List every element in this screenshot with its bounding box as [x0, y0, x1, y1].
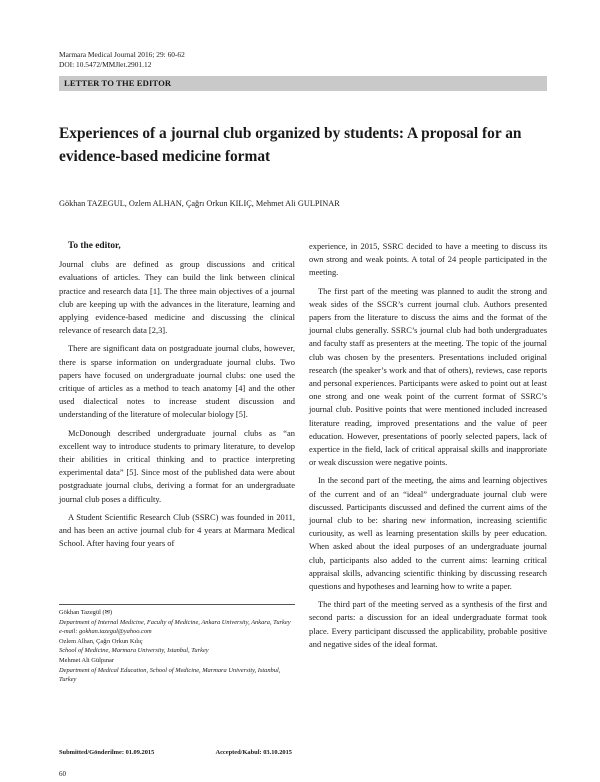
- body-paragraph: McDonough described undergraduate journal clubs as “an excellent way to introduce students to primary literature, to develop their abilities in critical thinking and to practice interpreting experimental data” [5]. Since most of the published data were about postgraduate journal clubs, deriving a format for an undergraduate journal club poses a difficulty.: [59, 427, 295, 504]
- footnote-affiliation-3: Department of Medical Education, School of Medicine, Marmara University, Istanbul, Turkey: [59, 666, 281, 684]
- body-paragraph: The third part of the meeting served as a synthesis of the first and second parts: a discussion for an ideal undergraduate format took place. Every participant discussed the applicability, probable positive and negative sides of the ideal format.: [309, 599, 547, 649]
- footnote-affiliation-1: Department of Internal Medicine, Faculty of Medicine, Ankara University, Ankara, Turkey: [59, 618, 291, 626]
- body-paragraph: Journal clubs are defined as group discussions and critical evaluations of articles. They can build the link between clinical practice and research data [1]. The three main objectives of a journal club are keeping up with the advances in the literature, learning and applying evidence-based medicine and discussing the clinical relevance of research data [2,3].: [59, 259, 295, 336]
- footnote-email: e-mail: gokhan.tazegul@yahoo.com: [59, 628, 152, 636]
- submission-dates: [59, 749, 295, 756]
- footnote-author-1: Gökhan Tazegül (✉): [59, 609, 113, 616]
- accepted-date: Accepted/Kabul: 03.10.2015: [215, 749, 292, 756]
- footnote-affiliation-2: School of Medicine, Marmara University, Istanbul, Turkey: [59, 647, 209, 655]
- doi: DOI: 10.5472/MMJlet.2901.12: [59, 60, 152, 69]
- article-title: Experiences of a journal club organized by students: A proposal for an evidence-based medicine format: [59, 125, 522, 165]
- section-label-bar: [59, 76, 547, 91]
- footnote-author-3: Mehmet Ali Gülpınar: [59, 656, 115, 664]
- section-label: LETTER TO THE EDITOR: [64, 78, 172, 88]
- author-footnote: [59, 604, 295, 685]
- journal-citation: Marmara Medical Journal 2016; 29: 60-62: [59, 50, 185, 59]
- greeting: To the editor,: [68, 241, 121, 251]
- envelope-icon: (✉): [102, 609, 113, 616]
- author-list: Gökhan TAZEGUL, Ozlem ALHAN, Çağrı Orkun KILIÇ, Mehmet Ali GULPINAR: [59, 199, 340, 208]
- body-paragraph: A Student Scientific Research Club (SSRC) was founded in 2011, and has been an active journal club for 4 years at Marmara Medical School. After having four years of: [59, 511, 295, 549]
- journal-header: [59, 50, 185, 70]
- footnote-author-2: Ozlem Alhan, Çağrı Orkun Kılıç: [59, 637, 143, 645]
- body-paragraph: experience, in 2015, SSRC decided to have a meeting to discuss its own strong and weak points. A total of 24 people participated in the meeting.: [309, 241, 547, 278]
- body-paragraph: In the second part of the meeting, the aims and learning objectives of the current and of an “ideal” undergraduate journal club were discussed. Participants discussed and defined the current aims of the journal club to be: sharing new information, increasing scientific curiousity, as well as learning presentation skills by peer education. When asked about the ideal purposes of an undergraduate journal club, participants also added to the current aims: learning critical appraisal skills, advancing scientific thinking by discussing research questions and hypotheses and learning how to write a paper.: [309, 475, 547, 592]
- body-paragraph: There are significant data on postgraduate journal clubs, however, there is sparse information on undergraduate journal clubs. Two papers have focused on undergraduate journal clubs: one used the critique of articles as a method to teach anatomy [4] and the other used dialectical notes to increase student discussion and understanding of the literature of molecular biology [5].: [59, 343, 295, 420]
- right-column: [309, 240, 547, 656]
- left-column: [59, 240, 295, 555]
- body-paragraph: The first part of the meeting was planned to audit the strong and weak sides of the SSCR’s current journal club. Authors presented papers from the literature to discuss the aims and the format of the journal clubs generally. SSRC’s journal club had both undergraduates and faculty staff as presenters at the meeting. The topic of the journal club was chosen by the presenters. Presentations included original research (the speaker’s work and that of others), reviews, case reports and personal experiences. Participants were asked to point out at least one strong and one weak point of the current format of SSRC’s journal club. Positive points that were mentioned included increased literature reading, improved presentations and the value of peer education. However, presentations of poorly selected papers, lack of expertice in the field, lack of critical appraisal skills and inapproriate or weak discussion were negative points.: [309, 285, 547, 468]
- page-number: 60: [59, 770, 66, 778]
- submitted-date: Submitted/Gönderilme: 01.09.2015: [59, 749, 155, 756]
